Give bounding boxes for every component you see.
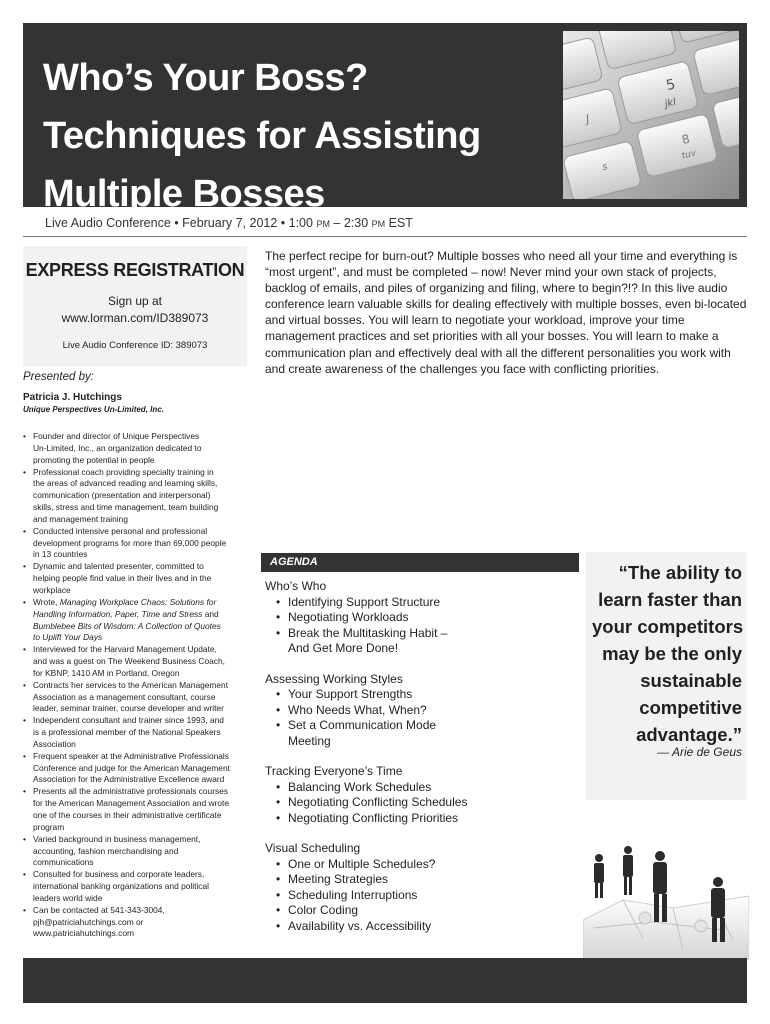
presenter-company: Unique Perspectives Un-Limited, Inc.	[23, 405, 164, 414]
quote-author: — Arie de Geus	[657, 745, 742, 759]
agenda-section-title: Tracking Everyone’s Time	[265, 764, 403, 778]
conference-id: Live Audio Conference ID: 389073	[62, 340, 208, 351]
presenter-name: Patricia J. Hutchings	[23, 392, 122, 403]
presented-by-label: Presented by:	[23, 371, 94, 383]
agenda-section-title: Who’s Who	[265, 579, 327, 593]
header-banner	[23, 23, 747, 215]
list-item: • Conducted intensive personal and professional development programs for more than 69,000 people in 13 countries	[23, 525, 227, 560]
agenda-item: • Who Needs What, When?	[276, 702, 427, 717]
agenda-item: • Negotiating Conflicting Priorities	[276, 810, 459, 825]
list-item: • Wrote, Managing Workplace Chaos: Solutions for Handling Information, Paper, Time and Stress and Bumblebee Bits of Wisdom: A Collection of Quotes to Uplift Your Days	[23, 596, 221, 643]
list-item: • Dynamic and talented presenter, committed to helping people find value in their lives and in the workplace	[23, 561, 212, 595]
list-item: • Consulted for business and corporate leaders, international banking organizations and political leaders world wide	[23, 869, 209, 903]
list-item: • Independent consultant and trainer since 1993, and is a professional member of the National Speakers Association	[23, 715, 224, 749]
business-people-puzzle-image	[583, 800, 749, 960]
key-label: s	[601, 161, 609, 174]
key-label: 8	[680, 131, 692, 148]
sign-up-label: Sign up at	[107, 294, 163, 308]
agenda-item: • Negotiating Workloads	[276, 610, 409, 624]
list-item: • Founder and director of Unique Perspectives Un-Limited, Inc., an organization dedicated to promoting the potential in people	[23, 431, 202, 465]
agenda-item: • Your Support Strengths	[276, 687, 413, 701]
keyboard-photo	[563, 31, 739, 199]
list-item: • Presents all the administrative professionals courses for the American Management Association and wrote one of the courses in their administrative certificate program	[23, 786, 229, 832]
footer-bar	[23, 958, 747, 1003]
list-item: • Can be contacted at 541-343-3004, pjh@patriciahutchings.com or www.patriciahutchings.com	[23, 904, 165, 939]
list-item: • Professional coach providing specialty training in the areas of advanced reading and learning skills, communication (presentation and interpersonal) skills, stress and time management, team building and management training	[23, 466, 219, 524]
title-line: Who’s Your Boss?	[43, 57, 368, 99]
express-registration-box	[23, 246, 247, 366]
list-item: • Varied background in business management, accounting, fashion merchandising and communications	[23, 833, 201, 868]
quote-box	[586, 552, 747, 814]
agenda-item: • Meeting Strategies	[276, 872, 389, 886]
conference-details: Live Audio Conference • February 7, 2012 • 1:00 PM – 2:30 PM EST	[45, 216, 413, 230]
registration-title: EXPRESS REGISTRATION	[25, 260, 245, 280]
key-label: J	[584, 112, 591, 126]
agenda-item: • Set a Communication Mode Meeting	[276, 718, 437, 748]
presenter-bio-list	[23, 431, 255, 940]
agenda-section-title: Assessing Working Styles	[265, 671, 403, 686]
key-label: 5	[664, 76, 678, 95]
agenda-section	[265, 579, 575, 657]
agenda-section	[265, 841, 575, 934]
agenda-item: • One or Multiple Schedules?	[276, 856, 436, 871]
page-title	[43, 49, 563, 223]
agenda-item: • Balancing Work Schedules	[276, 779, 432, 794]
list-item: • Interviewed for the Harvard Management Update, and was a guest on The Weekend Business Coach, for KBNP, 1410 AM in Portland, Oregon	[23, 644, 225, 678]
agenda-item: • Color Coding	[276, 903, 359, 917]
key-label: jkl	[663, 96, 678, 111]
list-item: • Frequent speaker at the Administrative Professionals Conference and judge for the American Management Association for the Administrative Excellence award	[23, 750, 230, 785]
title-line: Techniques for Assisting	[43, 115, 481, 157]
agenda-item: • Availability vs. Accessibility	[276, 918, 432, 933]
list-item: • Contracts her services to the American Management Association as a management consultant, course leader, seminar trainer, course developer and writer	[23, 679, 229, 714]
agenda-list	[265, 579, 575, 949]
agenda-item: • Negotiating Conflicting Schedules	[276, 795, 468, 809]
agenda-header: AGENDA	[261, 553, 579, 572]
agenda-section	[265, 764, 575, 826]
divider	[23, 236, 747, 237]
agenda-section	[265, 672, 575, 750]
title-line: Multiple Bosses	[43, 173, 325, 215]
intro-paragraph: The perfect recipe for burn-out? Multiple bosses who need all your time and everything is “most urgent”, and must be completed – now! Never mind your own stack of projects, backlog of emails, and piles of organizing and filing, where to begin?!? In this live audio conference learn valuable skills for dealing effectively with multiple bosses, even bi-located and virtual bosses. You will learn to negotiate your workload, improve your time management practices and set priorities with all your bosses. You will learn to make a communication plan and effectively deal with all the different personalities you work with and create awareness of the challenges you face with conflicting priorities.	[265, 249, 747, 376]
key-label: tuv	[680, 148, 698, 162]
registration-url[interactable]: www.lorman.com/ID389073	[61, 311, 209, 325]
quote-text: “The ability to learn faster than your competitors may be the only sustainable competitive advantage.”	[592, 562, 744, 745]
agenda-section-title: Visual Scheduling	[265, 841, 361, 855]
agenda-item: • Scheduling Interruptions	[276, 887, 418, 902]
agenda-item: • Identifying Support Structure	[276, 594, 441, 609]
agenda-item: • Break the Multitasking Habit – And Get More Done!	[276, 625, 448, 655]
